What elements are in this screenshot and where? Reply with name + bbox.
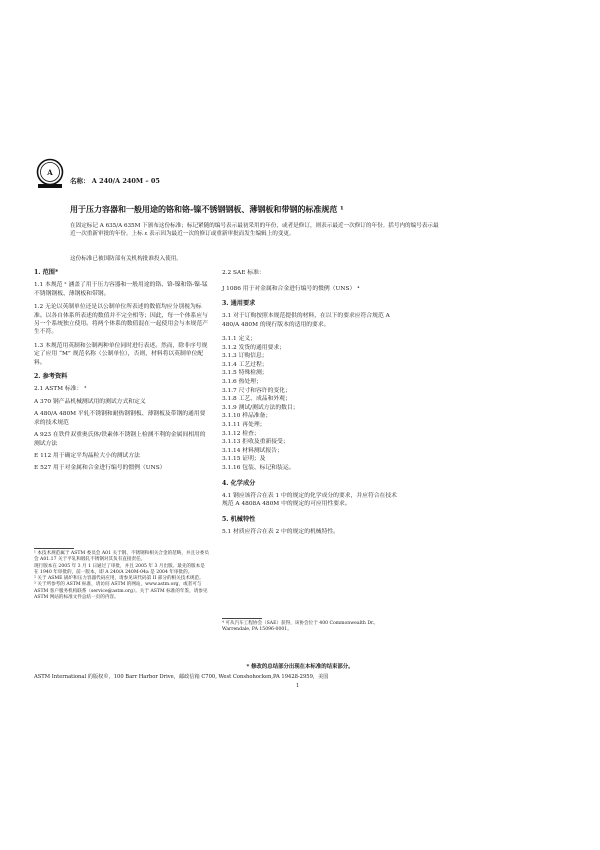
left-footnotes bbox=[34, 551, 209, 601]
revision-summary-note: * 修改的总结部分出现在本标准的结束部分。 bbox=[246, 664, 354, 670]
page-number: 1 bbox=[296, 683, 300, 689]
footnote-4: ⁴ 可从汽车工程协会（SAE）获得，该协会位于 400 Commonwealth Dr., Warrendale, PA 15096-0001。 bbox=[222, 621, 376, 633]
list-item: 3.1.4 工艺过程； bbox=[222, 361, 268, 368]
requirements-list bbox=[222, 335, 397, 473]
footnote-1-history: 现行版本在 2005 年 3 月 1 日通过了审批，并且 2005 年 3 月出版。最先的版本是在 1940 年审批的，前一版本，即 A 240/A 240M-04a 是 2004 年审批的。 bbox=[34, 563, 205, 575]
footnote-2: ² 关于 ASME 锅炉和压力容器代码应用，请参见该代码第 II 部分的相关技术规范。 bbox=[34, 576, 204, 582]
list-item: 3.1.10 样品准备； bbox=[222, 413, 272, 420]
footnote-rule-right bbox=[222, 618, 262, 619]
copyright-address: ASTM International 的版权©，100 Barr Harbor Drive，邮政信箱 C700, West Conshohocken,PA 19428-2959，美国 bbox=[34, 674, 329, 680]
paragraph-4-1: 4.1 钢应该符合在表 1 中的规定的化学成分的要求，并应符合在技术规范 A 4808A 480M 中的规定的可应用性要求。 bbox=[222, 492, 397, 508]
paragraph-2-2: 2.2 SAE 标准： bbox=[222, 270, 265, 276]
right-column bbox=[222, 269, 397, 537]
astm-logo bbox=[36, 158, 64, 190]
paragraph-5-1: 5.1 材质应符合在表 2 中的规定的机械特性。 bbox=[222, 529, 339, 536]
list-item: 3.1.8 工艺、成品和外观； bbox=[222, 396, 291, 403]
list-item: 3.1.2 发货的通用要求； bbox=[222, 344, 285, 351]
reference-e527: E 527 用于对金属和合金进行编号的惯例（UNS） bbox=[34, 465, 166, 472]
paragraph-1-2: 1.2 无论以英制单位还是以公制单位所表述的数值均应分别视为标准。以各自体系所表述的数值并不完全相等；因此，每一个体系应与另一个系统独立使用。将两个体系的数值混在一起使用会与本规范产生不符。 bbox=[34, 304, 208, 336]
list-item: 3.1.5 特殊检测； bbox=[222, 370, 268, 377]
section-2-heading: 2. 参考资料 bbox=[34, 373, 68, 381]
list-item: 3.1.1 定义； bbox=[222, 336, 256, 343]
svg-text:A: A bbox=[47, 168, 53, 177]
section-1-heading: 1. 范围* bbox=[34, 269, 59, 276]
reference-a370: A 370 钢产品机械测试用的测试方式和定义 bbox=[34, 398, 146, 405]
paragraph-3-1: 3.1 对于订购按照本规范提供的材料，在以下的要求应符合规范 A 480/A 480M 的现行版本的适用的要求。 bbox=[222, 313, 390, 328]
list-item: 3.1.11 再处理； bbox=[222, 421, 266, 428]
paragraph-2-1: 2.1 ASTM 标准： ³ bbox=[34, 386, 87, 393]
list-item: 3.1.15 证明；及 bbox=[222, 456, 266, 463]
list-item: 3.1.13 拒收及重新接受； bbox=[222, 439, 289, 446]
document-title: 用于压力容器和一般用途的铬和铬-镍不锈钢钢板、薄钢板和带钢的标准规范 ¹ bbox=[70, 204, 344, 214]
left-column bbox=[34, 269, 209, 473]
reference-a923: A 923 在铁件双重奥氏体/铁素体不锈钢上检测不利的金属间相用的测试方法 bbox=[34, 432, 206, 447]
list-item: 3.1.16 包装、标记和装运。 bbox=[222, 464, 295, 471]
intro-paragraph: 在固定标记 A 635/A 635M 下颁布这份标准；标记紧随的编号表示最初采用的年份，或者是修订，则表示最近一次修订的年份。括号内的编号表示最近一次重新审批的年份。上标 ε 表示因为最近一次的修订或重新审批而发生编辑上的变更。 bbox=[70, 223, 439, 237]
list-item: 3.1.3 订购信息； bbox=[222, 353, 268, 360]
paragraph-1-3: 1.3 本规范用英制和公制两种单位同时进行表述。然而，除非序号规定了应用 “M” 规范名称（公制单位），否则，材料将以英制单位配料。 bbox=[34, 342, 208, 366]
reference-e112: E 112 用于确定平均晶粒大小的测试方法 bbox=[34, 452, 140, 459]
standard-designation: 名称： A 240/A 240M – 05 bbox=[70, 177, 160, 185]
footnote-1: ¹ 本技术规范属于 ASTM 委员会 A01 关于钢、不锈钢和相关合金的范畴，并且分委员会 A01.17 关于平轧和锻轧不锈钢对其负有直接责任。 bbox=[34, 551, 209, 563]
section-3-heading: 3. 通用要求 bbox=[222, 299, 256, 307]
list-item: 3.1.14 材料测试报告； bbox=[222, 447, 283, 454]
section-4-heading: 4. 化学成分 bbox=[222, 479, 256, 487]
paragraph-1-1: 1.1 本规范 ² 涵盖了用于压力容器和一般用途的铬、铬-镍和铬-镍-锰不锈钢钢板、薄钢板和带钢。 bbox=[34, 282, 208, 297]
reference-a480: A 480/A 480M 平轧不锈钢和耐热钢钢板、薄钢板及带钢的通用要求的技术规范 bbox=[34, 411, 206, 426]
reference-j1086: J 1086 用于对金属和合金进行编号的惯例（UNS） ⁴ bbox=[222, 286, 360, 293]
intro-approval-note: 这份标准已被国防部有关机构批准投入使用。 bbox=[70, 256, 182, 262]
right-footnotes bbox=[222, 621, 397, 634]
footnote-3: ³ 关于所参考的 ASTM 标准，请访问 ASTM 的网站，www.astm.org，或者可与 ASTM 客户服务机构联系（service@astm.org）。关于 ASTM 标准的年鉴，请参见 ASTM 网站的标准文件总结一页的内容。 bbox=[34, 582, 208, 601]
section-5-heading: 5. 机械特性 bbox=[222, 515, 256, 523]
list-item: 3.1.6 热处理； bbox=[222, 379, 262, 385]
footnote-rule-left bbox=[34, 548, 74, 549]
list-item: 3.1.7 尺寸和容许的变化； bbox=[222, 387, 291, 394]
list-item: 3.1.9 测试/测试方法的数目； bbox=[222, 404, 299, 411]
list-item: 3.1.12 检查； bbox=[222, 430, 260, 437]
